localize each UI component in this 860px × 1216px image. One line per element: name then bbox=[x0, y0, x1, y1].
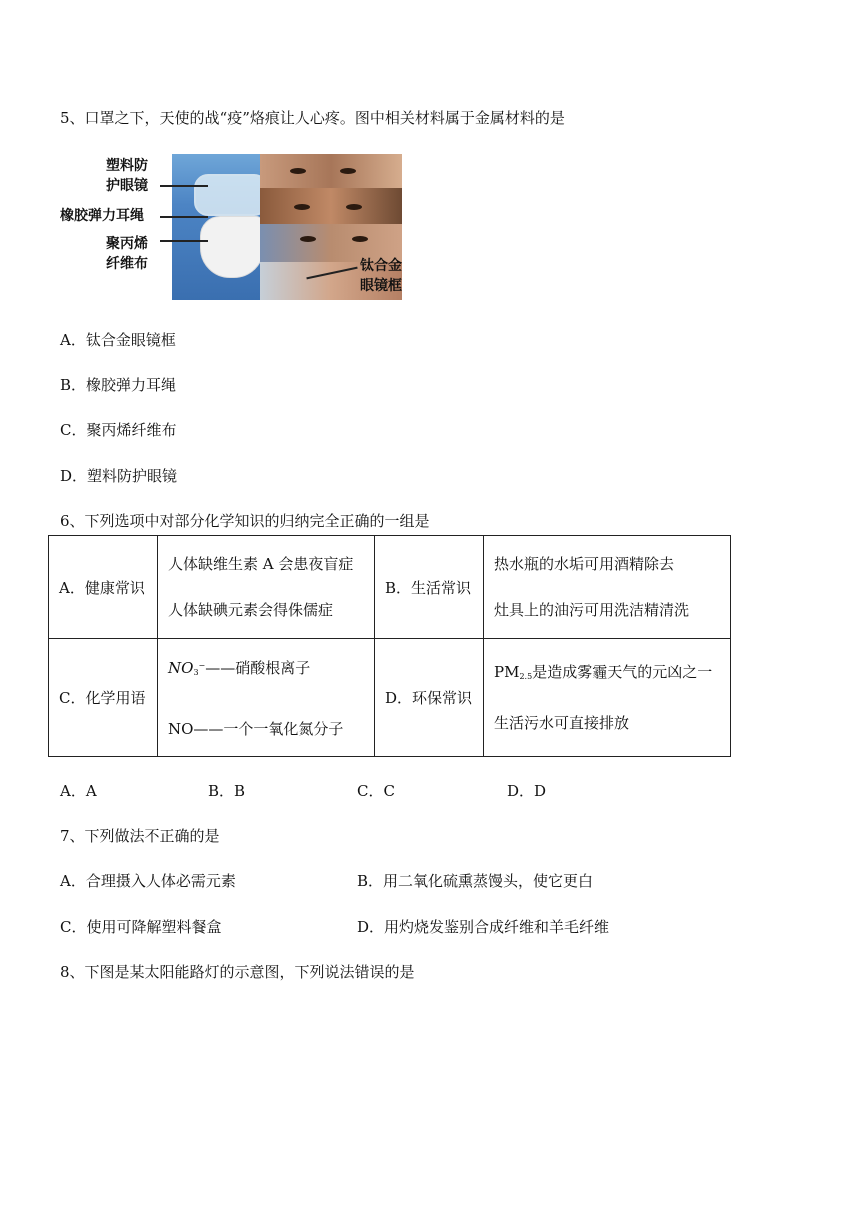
q6-option-c[interactable]: C．C bbox=[357, 782, 395, 800]
cell-d-line1: $PM_{2.5}$是造成雾霾天气的元凶之一 bbox=[494, 663, 713, 681]
question-8-stem: 8、下图是某太阳能路灯的示意图，下列说法错误的是 bbox=[60, 963, 415, 981]
cell-d-content bbox=[484, 639, 731, 757]
label-goggles-line2: 护眼镜 bbox=[106, 178, 148, 194]
q5-option-a[interactable]: A．钛合金眼镜框 bbox=[60, 331, 176, 349]
cell-d-label: D．环保常识 bbox=[375, 639, 484, 757]
cell-a-content bbox=[158, 536, 375, 639]
q6-option-b[interactable]: B．B bbox=[208, 782, 246, 800]
cell-c-line2: NO——一个一氧化氮分子 bbox=[168, 720, 344, 738]
q5-option-d[interactable]: D．塑料防护眼镜 bbox=[60, 467, 178, 485]
mask-shape bbox=[200, 216, 264, 278]
goggles-shape bbox=[194, 174, 268, 216]
question-5-stem: 5、口罩之下，天使的战“疫”烙痕让人心疼。图中相关材料属于金属材料的是 bbox=[60, 109, 565, 127]
table-row bbox=[49, 639, 731, 757]
leader-fabric bbox=[160, 240, 208, 242]
photo-panel-face-2 bbox=[260, 188, 402, 224]
cell-b-content bbox=[484, 536, 731, 639]
cell-b-label: B．生活常识 bbox=[375, 536, 484, 639]
label-fabric-line2: 纤维布 bbox=[106, 256, 148, 272]
photo-panel-face-1 bbox=[260, 154, 402, 188]
cell-b-line1: 热水瓶的水垢可用酒精除去 bbox=[494, 555, 675, 573]
q6-option-d[interactable]: D．D bbox=[507, 782, 547, 800]
question-6-stem: 6、下列选项中对部分化学知识的归纳完全正确的一组是 bbox=[60, 512, 430, 530]
cell-a-line2: 人体缺碘元素会得侏儒症 bbox=[168, 601, 334, 619]
label-frame-line2: 眼镜框 bbox=[360, 278, 402, 294]
leader-ear-rope bbox=[160, 216, 208, 218]
q5-option-c[interactable]: C．聚丙烯纤维布 bbox=[60, 421, 177, 439]
q6-option-a[interactable]: A．A bbox=[60, 782, 97, 800]
cell-c-line1: $NO_3^-——$硝酸根离子 bbox=[168, 659, 311, 677]
q7-option-a[interactable]: A．合理摄入人体必需元素 bbox=[60, 872, 236, 890]
cell-d-line2: 生活污水可直接排放 bbox=[494, 714, 630, 732]
leader-goggles bbox=[160, 185, 208, 187]
q7-option-b[interactable]: B．用二氧化硫熏蒸馒头，使它更白 bbox=[357, 872, 594, 890]
label-frame-line1: 钛合金 bbox=[360, 258, 402, 274]
label-ear-rope: 橡胶弹力耳绳 bbox=[60, 208, 144, 224]
cell-a-line1: 人体缺维生素 A 会患夜盲症 bbox=[168, 555, 354, 573]
cell-a-label: A．健康常识 bbox=[49, 536, 158, 639]
knowledge-table bbox=[48, 535, 731, 757]
q7-option-d[interactable]: D．用灼烧发鉴别合成纤维和羊毛纤维 bbox=[357, 918, 610, 936]
table-row bbox=[49, 536, 731, 639]
cell-c-label: C．化学用语 bbox=[49, 639, 158, 757]
cell-b-line2: 灶具上的油污可用洗洁精清洗 bbox=[494, 601, 690, 619]
question-7-stem: 7、下列做法不正确的是 bbox=[60, 827, 220, 845]
q5-option-b[interactable]: B．橡胶弹力耳绳 bbox=[60, 376, 177, 394]
nitrate-formula: NO bbox=[168, 659, 194, 677]
q7-option-c[interactable]: C．使用可降解塑料餐盒 bbox=[60, 918, 222, 936]
mask-figure bbox=[60, 150, 420, 302]
label-fabric-line1: 聚丙烯 bbox=[106, 236, 148, 252]
label-goggles-line1: 塑料防 bbox=[106, 158, 148, 174]
cell-c-content bbox=[158, 639, 375, 757]
